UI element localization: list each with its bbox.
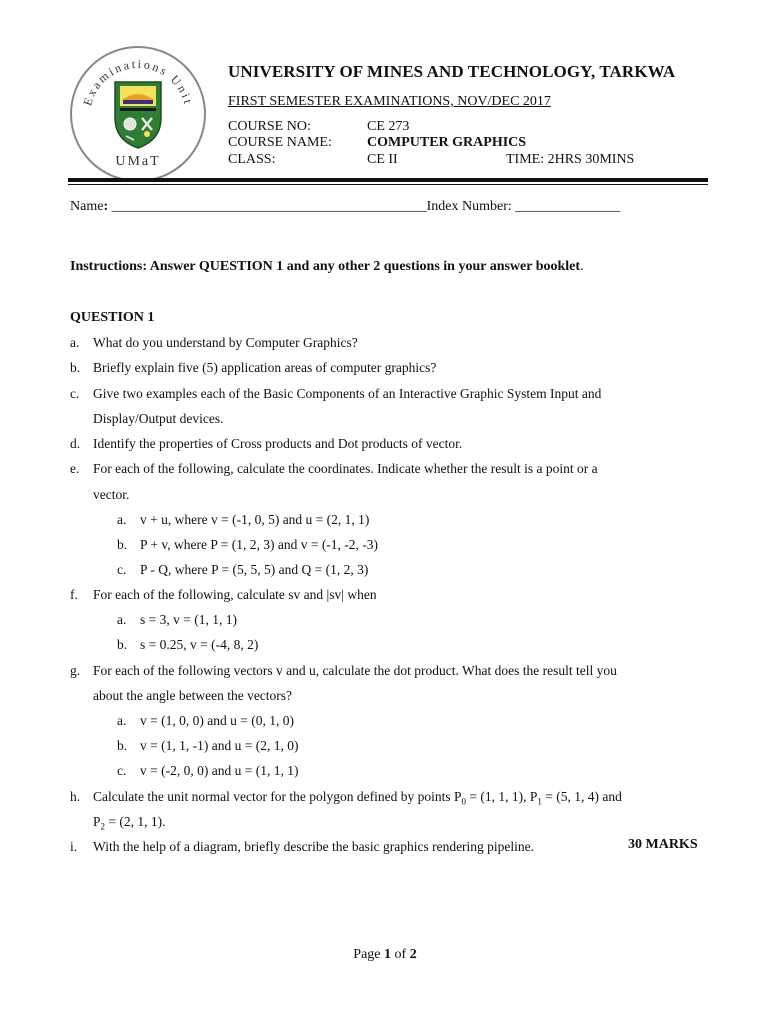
item-label-b: b.	[70, 360, 81, 375]
question-g-line2: about the angle between the vectors?	[93, 688, 293, 703]
seal-text-bottom: UMaT	[115, 154, 161, 169]
question-d: Identify the properties of Cross products and Dot products of vector.	[93, 436, 463, 451]
class-value: CE II	[367, 152, 398, 167]
question-h-text-e: = (2, 1, 1).	[105, 814, 166, 829]
question-c-line2: Display/Output devices.	[93, 411, 224, 426]
course-no-value: CE 273	[367, 119, 410, 134]
item-label-g: g.	[70, 663, 81, 678]
question-a: What do you understand by Computer Graphics?	[93, 335, 358, 350]
total-pages: 2	[409, 947, 417, 962]
question-h-line2	[93, 814, 166, 832]
name-label: Name	[70, 199, 104, 214]
name-colon: :	[103, 199, 109, 214]
question-b: Briefly explain five (5) application areas of computer graphics?	[93, 360, 437, 375]
header-divider-thick	[68, 178, 708, 182]
course-no-label: COURSE NO:	[228, 119, 311, 134]
page-of: of	[391, 947, 410, 962]
current-page: 1	[384, 947, 392, 962]
item-label-f: f.	[70, 587, 78, 602]
subitem-label-e-a: a.	[117, 512, 127, 527]
question-f-a: s = 3, v = (1, 1, 1)	[140, 612, 237, 627]
instructions	[70, 259, 584, 275]
total-marks: 30 MARKS	[628, 837, 698, 852]
item-label-d: d.	[70, 436, 81, 451]
question-g-b: v = (1, 1, -1) and u = (2, 1, 0)	[140, 738, 299, 753]
subitem-label-g-c: c.	[117, 763, 127, 778]
subitem-label-e-c: c.	[117, 562, 127, 577]
item-label-i: i.	[70, 839, 78, 854]
page-label: Page	[353, 947, 385, 962]
seal-text-top: Examinations Unit	[80, 56, 196, 108]
subscript-0: 0	[461, 796, 467, 807]
course-name-value: COMPUTER GRAPHICS	[367, 135, 527, 150]
question-title: QUESTION 1	[70, 310, 155, 325]
course-name-label: COURSE NAME:	[228, 135, 332, 150]
question-h-text-d: P	[93, 814, 101, 829]
subitem-label-g-b: b.	[117, 738, 128, 753]
question-f-b: s = 0.25, v = (-4, 8, 2)	[140, 637, 259, 652]
item-label-a: a.	[70, 335, 80, 350]
question-h-text-c: = (5, 1, 4) and	[541, 789, 622, 804]
subitem-label-g-a: a.	[117, 713, 127, 728]
exam-duration: TIME: 2HRS 30MINS	[506, 152, 635, 167]
instructions-text: Instructions: Answer QUESTION 1 and any other 2 questions in your answer booklet	[70, 259, 581, 274]
index-number-label: Index Number: _______________	[426, 199, 621, 214]
university-name: UNIVERSITY OF MINES AND TECHNOLOGY, TARKWA	[228, 62, 676, 81]
item-label-h: h.	[70, 789, 81, 804]
question-h-line1	[93, 789, 622, 807]
subscript-1: 1	[537, 796, 542, 807]
question-g-a: v = (1, 0, 0) and u = (0, 1, 0)	[140, 713, 294, 728]
class-label: CLASS:	[228, 152, 276, 167]
page-footer	[0, 947, 770, 963]
subscript-2: 2	[100, 821, 106, 832]
question-e-line1: For each of the following, calculate the coordinates. Indicate whether the result is a point or a	[93, 461, 598, 476]
item-label-e: e.	[70, 461, 80, 476]
subitem-label-f-b: b.	[117, 637, 128, 652]
question-h-text-a: Calculate the unit normal vector for the polygon defined by points P	[93, 789, 462, 804]
question-h-text-b: = (1, 1, 1), P	[466, 789, 538, 804]
exam-header	[228, 62, 675, 110]
header-divider-thin	[68, 184, 708, 185]
subitem-label-e-b: b.	[117, 537, 128, 552]
student-name-line	[70, 199, 620, 215]
name-blank: _____________________________________________	[111, 199, 427, 214]
question-c-line1: Give two examples each of the Basic Components of an Interactive Graphic System Input and	[93, 386, 602, 401]
question-e-b: P + v, where P = (1, 2, 3) and v = (-1, -2, -3)	[140, 537, 379, 552]
question-e-line2: vector.	[93, 487, 130, 502]
university-seal-logo	[68, 44, 208, 184]
question-g-c: v = (-2, 0, 0) and u = (1, 1, 1)	[140, 763, 299, 778]
subitem-label-f-a: a.	[117, 612, 127, 627]
question-g-line1: For each of the following vectors v and u, calculate the dot product. What does the result tell you	[93, 663, 617, 678]
question-e-c: P - Q, where P = (5, 5, 5) and Q = (1, 2, 3)	[140, 562, 369, 577]
question-e-a: v + u, where v = (-1, 0, 5) and u = (2, 1, 1)	[140, 512, 370, 527]
question-i: With the help of a diagram, briefly describe the basic graphics rendering pipeline.	[93, 839, 535, 854]
exam-session: FIRST SEMESTER EXAMINATIONS, NOV/DEC 2017	[228, 94, 551, 109]
question-f: For each of the following, calculate sv and |sv| when	[93, 587, 377, 602]
instructions-period: .	[580, 259, 584, 274]
item-label-c: c.	[70, 386, 80, 401]
